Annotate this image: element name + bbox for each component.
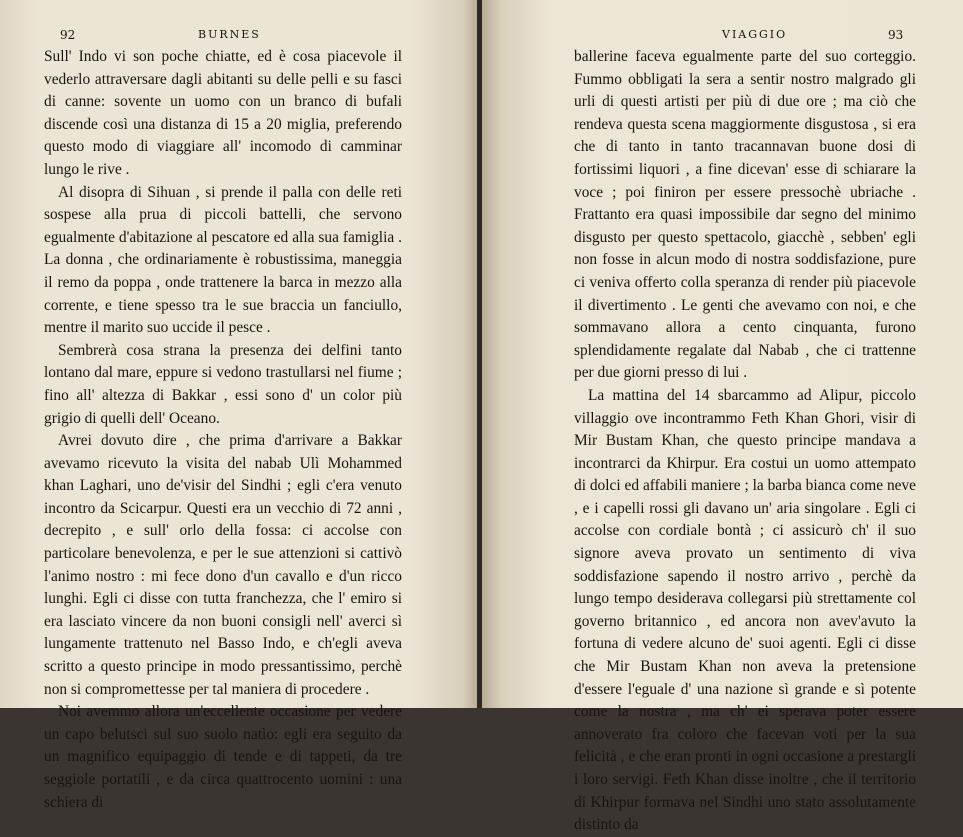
left-paragraph: Sembrerà cosa strana la presenza dei delfini tanto lontano dal mare, eppure si vedono trastullarsi nel fiume ; fino all' altezza di Bakkar , essi sono d' un color più grigio di quelli dell' Oceano.: [44, 341, 402, 427]
left-page: [0, 0, 477, 811]
right-paragraph: ballerine faceva egualmente parte del suo corteggio. Fummo obbligati la sera a sentir nostro malgrado gli urli di questi artisti per più di due ore ; ma ciò che rendeva questa scena maggiormente disgustosa , si era che di tanto in tanto tracannavan buone dosi di fortissimi liquori , a fine dicevan' esse di schiarare la voce ; poi finiron per essere pressochè ubriache . Frattanto era quasi impossibile dar segno del minimo disgusto per questo spettacolo, giacchè , sebben' egli non fosse in alcun modo di nostra soddisfazione, pure ci veniva offerto colla speranza di render più piacevole il divertimento . Le genti che avevamo con noi, e che sommavano allora a cento cinquanta, furono splendidamente regalate dal Nabab , che ci trattenne per due giorni presso di lui .: [574, 48, 916, 382]
right-page: [482, 0, 963, 834]
left-paragraph: Noi avemmo allora un'eccellente occasione per vedere un capo belutsci sul suo suolo natìo: egli era seguito da un magnifico equipaggio di tende e di tappeti, da tre seggiole portatili , e da circa quattrocento uomini : una schiera di: [44, 703, 402, 811]
left-paragraph: Al disopra di Sihuan , si prende il palla con delle reti sospese alla prua di piccoli battelli, che servono egualmente d'abitazione al pescatore ed alla sua famiglia . La donna , che ordinariamente è robustissima, maneggia il remo da poppa , onde trattenere la barca in mezzo alla corrente, e tiene spesso tra le sue braccia un fanciullo, mentre il marito suo uccide il pesce .: [44, 183, 402, 337]
right-page-number: 93: [888, 28, 904, 42]
left-paragraph: Avrei dovuto dire , che prima d'arrivare a Bakkar avevamo ricevuto la visita del nabab Ulì Mohammed khan Laghari, uno de'visir del Sindhi ; egli c'era venuto incontro da Scicarpur. Questi era un vecchio di 72 anni , decrepito , e sull' orlo della fossa: ci accolse con particolare benevolenza, e per le sue attenzioni si cattivò l'animo nostro : mi fece dono d'un cavallo e d'un ricco lunghi. Egli ci disse con tutta franchezza, che l' emiro si era lasciato vincere da non buoni consigli nell' averci sì lungamente trattenuto nel Basso Indo, e ch'egli aveva scritto a questo principe in modo pressantissimo, perchè non si compromettesse per tal maniera di procedere .: [44, 432, 402, 698]
left-paragraph: Sull' Indo vi son poche chiatte, ed è cosa piacevole il vederlo attraversare dagli abitanti su delle pelli e su fasci di canne: sovente un uomo con un branco di bufali discende così una distanza di 15 a 20 miglia, preferendo questo modo di viaggiare all' incomodo di camminar lungo le rive .: [44, 48, 402, 178]
left-page-text: [44, 46, 402, 814]
left-running-head: BURNES: [198, 28, 261, 41]
right-running-head: VIAGGIO: [722, 28, 788, 41]
right-page-text: [574, 46, 916, 837]
left-page-number: 92: [60, 28, 76, 42]
right-paragraph: La mattina del 14 sbarcammo ad Alipur, piccolo villaggio ove incontrammo Feth Khan Ghori, visir di Mir Bustam Khan, che questo principe mandava a incontrarci da Khirpur. Era costui un uomo attempato di dolci ed affabili maniere ; la barba bianca come neve , e i capelli rossi gli davano un' aria singolare . Egli ci accolse con cordiale bontà ; ci assicurò ch' il suo signore aveva provato un sentimento di viva soddisfazione sapendo il nostro arrivo , perchè da lungo tempo desiderava collegarsi più strettamente col governo britannico , ed ancora non avev'avuto la fortuna di vedere alcuno de' suoi agenti. Egli ci disse che Mir Bustam Khan non aveva la pretensione d'essere l'eguale d' una nazione sì grande e sì potente come la nostra , ma ch' ei sperava poter essere annoverato fra coloro che facevan voti per la sua felicità , e che eran pronti in ogni occasione a prestargli i loro servigi. Feth Khan disse inoltre , che il territorio di Khirpur formava nel Sindhi uno stato assolutamente distinto da: [574, 386, 916, 834]
